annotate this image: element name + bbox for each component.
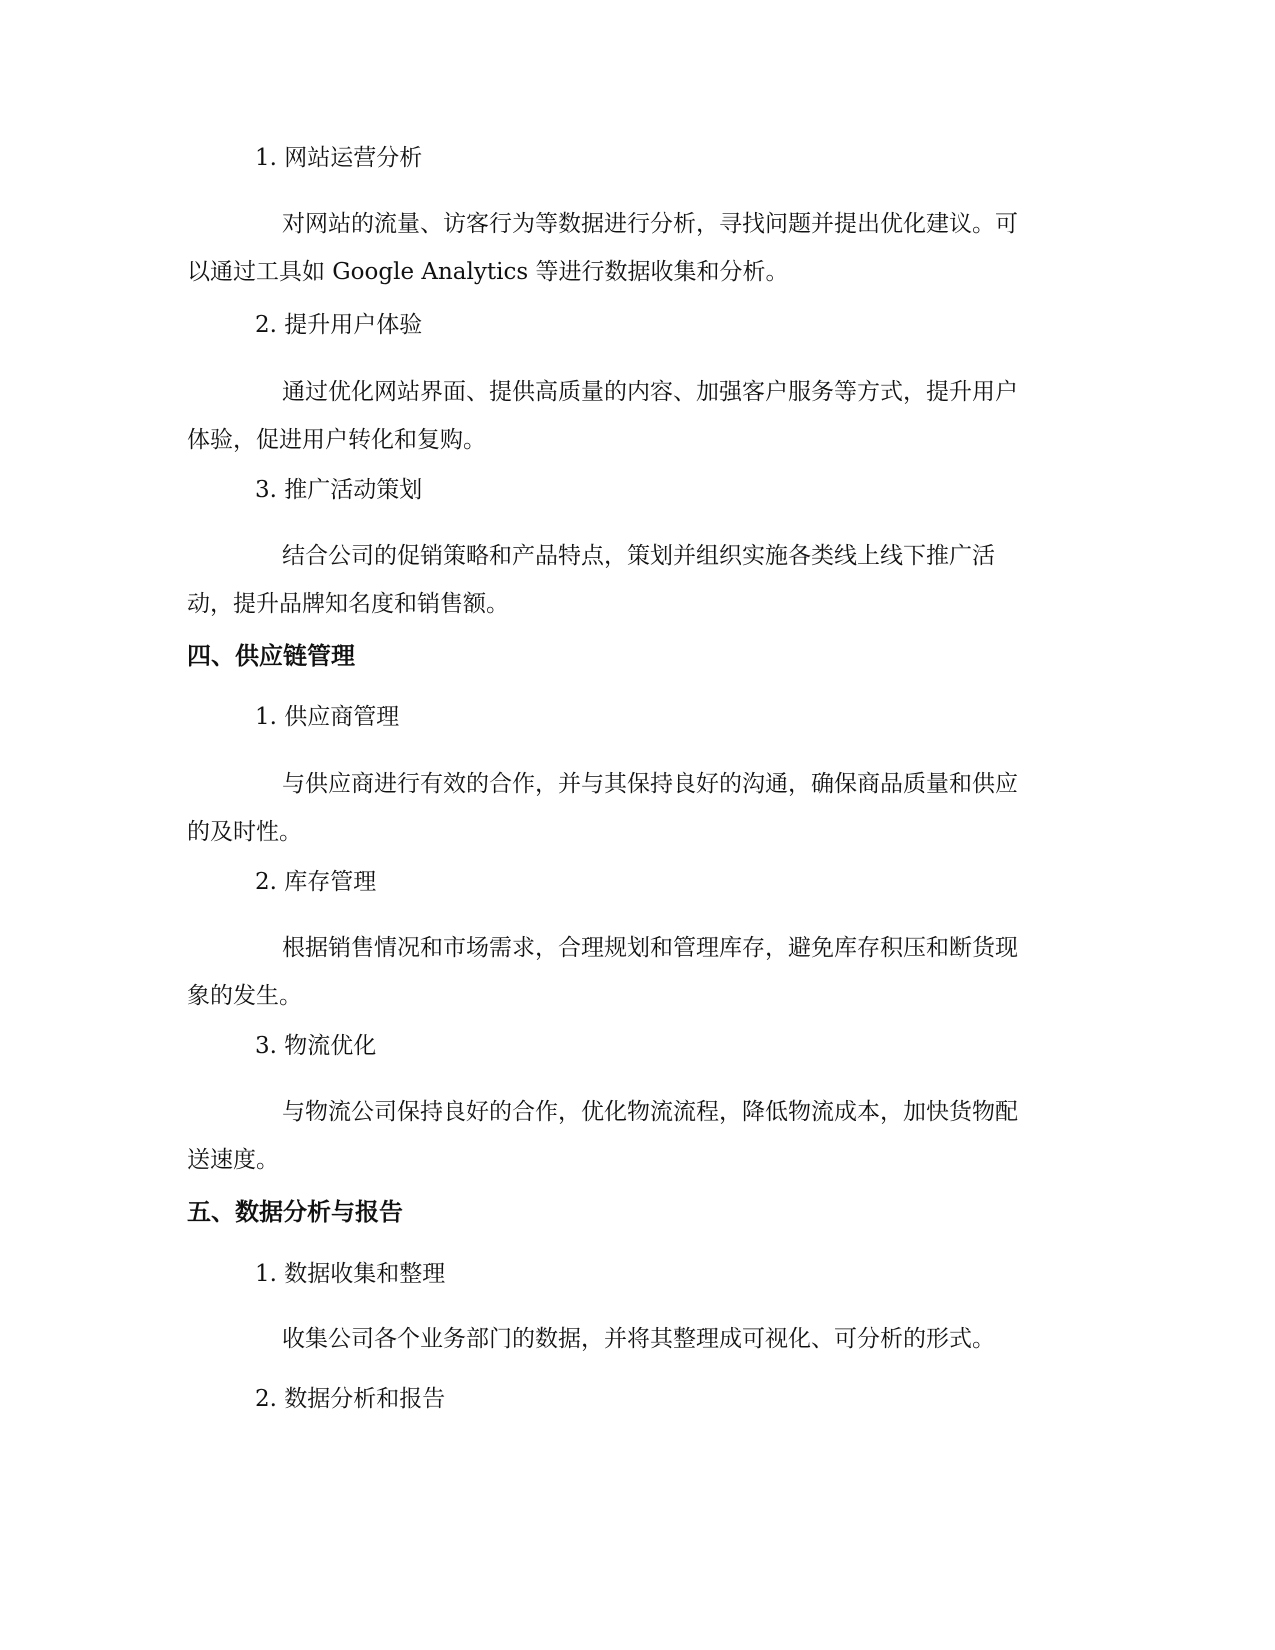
paragraph-line: 动，提升品牌知名度和销售额。 xyxy=(187,591,509,617)
item-title-inventory: 2. 库存管理 xyxy=(255,869,377,895)
paragraph-website-analysis xyxy=(187,200,1087,296)
paragraph-line: 的及时性。 xyxy=(187,819,302,845)
paragraph-line: 通过优化网站界面、提供高质量的内容、加强客户服务等方式，提升用户 xyxy=(282,379,1018,405)
paragraph-data-collection xyxy=(187,1315,1087,1363)
item-title-promotion: 3. 推广活动策划 xyxy=(255,477,423,503)
paragraph-line: 象的发生。 xyxy=(187,983,302,1009)
section-heading-data-analysis: 五、数据分析与报告 xyxy=(187,1198,403,1226)
paragraph-supplier xyxy=(187,760,1087,856)
paragraph-line: 以通过工具如 Google Analytics 等进行数据收集和分析。 xyxy=(187,259,789,285)
paragraph-line: 送速度。 xyxy=(187,1147,279,1173)
paragraph-promotion xyxy=(187,532,1087,628)
item-title-supplier: 1. 供应商管理 xyxy=(255,704,400,730)
item-title-data-collection: 1. 数据收集和整理 xyxy=(255,1261,446,1287)
paragraph-line: 收集公司各个业务部门的数据，并将其整理成可视化、可分析的形式。 xyxy=(282,1326,995,1352)
item-title-website-analysis: 1. 网站运营分析 xyxy=(255,145,423,171)
paragraph-line: 根据销售情况和市场需求，合理规划和管理库存，避免库存积压和断货现 xyxy=(282,935,1018,961)
paragraph-line: 与物流公司保持良好的合作，优化物流流程，降低物流成本，加快货物配 xyxy=(282,1099,1018,1125)
paragraph-logistics xyxy=(187,1088,1087,1184)
paragraph-line: 结合公司的促销策略和产品特点，策划并组织实施各类线上线下推广活 xyxy=(282,543,995,569)
paragraph-inventory xyxy=(187,924,1087,1020)
item-title-logistics: 3. 物流优化 xyxy=(255,1033,377,1059)
paragraph-user-experience xyxy=(187,368,1087,464)
item-title-data-report: 2. 数据分析和报告 xyxy=(255,1386,446,1412)
paragraph-line: 体验，促进用户转化和复购。 xyxy=(187,427,486,453)
item-title-user-experience: 2. 提升用户体验 xyxy=(255,312,423,338)
section-heading-supply-chain: 四、供应链管理 xyxy=(187,642,355,670)
paragraph-line: 与供应商进行有效的合作，并与其保持良好的沟通，确保商品质量和供应 xyxy=(282,771,1018,797)
paragraph-line: 对网站的流量、访客行为等数据进行分析，寻找问题并提出优化建议。可 xyxy=(282,211,1018,237)
